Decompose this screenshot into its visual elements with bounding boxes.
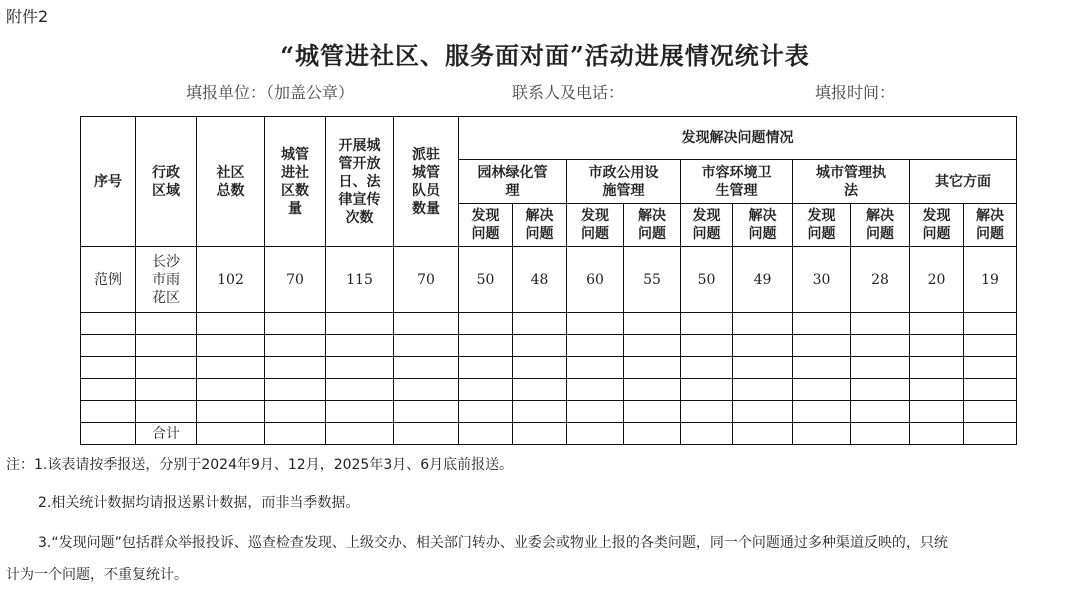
header-found-text: 发现问题 xyxy=(807,208,836,242)
empty-cell[interactable] xyxy=(681,401,733,423)
empty-row xyxy=(81,313,1017,335)
header-found xyxy=(793,204,851,247)
empty-cell[interactable] xyxy=(910,357,964,379)
empty-cell[interactable] xyxy=(459,423,513,445)
empty-cell[interactable] xyxy=(265,423,326,445)
empty-cell[interactable] xyxy=(910,423,964,445)
empty-cell[interactable] xyxy=(265,313,326,335)
empty-cell[interactable] xyxy=(910,379,964,401)
empty-cell[interactable] xyxy=(513,357,567,379)
example-solved-landscaping: 48 xyxy=(513,247,567,313)
empty-cell[interactable] xyxy=(394,313,459,335)
header-category-other-text: 其它方面 xyxy=(935,173,992,190)
empty-cell[interactable] xyxy=(681,379,733,401)
empty-row xyxy=(81,401,1017,423)
header-solved-text: 解决问题 xyxy=(748,208,777,242)
example-solved-enforcement: 28 xyxy=(851,247,910,313)
empty-cell[interactable] xyxy=(681,335,733,357)
empty-cell[interactable] xyxy=(136,313,197,335)
header-communities-entered xyxy=(265,117,326,247)
empty-cell[interactable] xyxy=(81,401,136,423)
header-district xyxy=(136,117,197,247)
empty-cell[interactable] xyxy=(136,379,197,401)
empty-cell[interactable] xyxy=(197,379,265,401)
header-found-text: 发现问题 xyxy=(471,208,500,242)
empty-cell[interactable] xyxy=(326,313,394,335)
empty-cell[interactable] xyxy=(851,357,910,379)
empty-cell[interactable] xyxy=(567,379,624,401)
empty-cell[interactable] xyxy=(964,313,1017,335)
header-category-utilities-text: 市政公用设施管理 xyxy=(588,164,659,199)
header-category-utilities xyxy=(567,160,681,204)
empty-cell[interactable] xyxy=(964,335,1017,357)
empty-cell[interactable] xyxy=(197,313,265,335)
empty-cell[interactable] xyxy=(459,379,513,401)
note-2: 2.相关统计数据均请报送累计数据，而非当季数据。 xyxy=(38,495,360,511)
example-solved-sanitation: 49 xyxy=(733,247,793,313)
empty-cell[interactable] xyxy=(793,401,851,423)
example-label: 范例 xyxy=(81,247,136,313)
empty-cell[interactable] xyxy=(326,379,394,401)
empty-cell[interactable] xyxy=(394,357,459,379)
header-stationed-staff xyxy=(394,117,459,247)
header-communities-entered-text: 城管进社区数量 xyxy=(281,146,309,217)
header-problems-group-text: 发现解决问题情况 xyxy=(681,130,794,146)
empty-cell[interactable] xyxy=(624,423,681,445)
empty-row xyxy=(81,357,1017,379)
empty-cell[interactable] xyxy=(851,379,910,401)
total-label: 合计 xyxy=(136,423,197,445)
header-index xyxy=(81,117,136,247)
empty-cell[interactable] xyxy=(81,357,136,379)
empty-cell[interactable] xyxy=(851,313,910,335)
example-found-landscaping: 50 xyxy=(459,247,513,313)
empty-cell[interactable] xyxy=(265,401,326,423)
empty-cell[interactable] xyxy=(851,401,910,423)
statistics-table xyxy=(80,116,1017,445)
header-category-enforcement-text: 城市管理执法 xyxy=(816,164,886,199)
empty-cell[interactable] xyxy=(197,357,265,379)
empty-cell[interactable] xyxy=(394,423,459,445)
header-found xyxy=(459,204,513,247)
header-category-sanitation xyxy=(681,160,793,204)
empty-cell[interactable] xyxy=(136,357,197,379)
empty-cell[interactable] xyxy=(793,379,851,401)
example-district-text: 长沙市雨花区 xyxy=(152,253,180,306)
empty-cell[interactable] xyxy=(681,313,733,335)
empty-cell[interactable] xyxy=(624,335,681,357)
header-found xyxy=(910,204,964,247)
empty-cell[interactable] xyxy=(624,379,681,401)
example-found-enforcement: 30 xyxy=(793,247,851,313)
note-3-line-1: 3.“发现问题”包括群众举报投诉、巡查检查发现、上级交办、相关部门转办、业委会或物业上报的各类问题，同一个问题通过多种渠道反映的，只统 xyxy=(38,535,948,551)
fill-time-label: 填报时间： xyxy=(815,83,896,102)
empty-cell[interactable] xyxy=(733,401,793,423)
header-stationed-staff-text: 派驻城管队员数量 xyxy=(412,146,440,217)
empty-cell[interactable] xyxy=(81,335,136,357)
example-found-utilities: 60 xyxy=(567,247,624,313)
empty-cell[interactable] xyxy=(964,379,1017,401)
empty-cell[interactable] xyxy=(624,313,681,335)
empty-cell[interactable] xyxy=(197,401,265,423)
example-found-sanitation: 50 xyxy=(681,247,733,313)
empty-cell[interactable] xyxy=(513,313,567,335)
fill-unit-label: 填报单位：（加盖公章） xyxy=(186,83,355,102)
empty-cell[interactable] xyxy=(733,379,793,401)
empty-cell[interactable] xyxy=(265,357,326,379)
example-solved-utilities: 55 xyxy=(624,247,681,313)
header-district-text: 行政区域 xyxy=(152,164,180,199)
empty-cell[interactable] xyxy=(793,423,851,445)
empty-cell[interactable] xyxy=(793,313,851,335)
empty-cell[interactable] xyxy=(197,335,265,357)
empty-cell[interactable] xyxy=(910,313,964,335)
header-category-landscaping-text: 园林绿化管理 xyxy=(477,164,548,199)
header-solved-text: 解决问题 xyxy=(866,208,894,242)
header-category-landscaping xyxy=(459,160,567,204)
empty-cell[interactable] xyxy=(733,357,793,379)
header-community-total xyxy=(197,117,265,247)
empty-cell[interactable] xyxy=(513,401,567,423)
header-solved-text: 解决问题 xyxy=(976,208,1005,242)
empty-cell[interactable] xyxy=(681,423,733,445)
empty-cell[interactable] xyxy=(793,335,851,357)
empty-cell[interactable] xyxy=(851,335,910,357)
empty-cell[interactable] xyxy=(459,313,513,335)
header-solved-text: 解决问题 xyxy=(525,208,554,242)
empty-cell[interactable] xyxy=(513,423,567,445)
header-community-total-text: 社区总数 xyxy=(216,164,245,199)
example-open-days: 115 xyxy=(326,247,394,313)
note-3-line-2: 计为一个问题，不重复统计。 xyxy=(6,567,188,583)
header-category-sanitation-text: 市容环境卫生管理 xyxy=(701,164,772,199)
empty-cell[interactable] xyxy=(793,357,851,379)
empty-cell[interactable] xyxy=(513,335,567,357)
header-solved xyxy=(851,204,910,247)
header-found-text: 发现问题 xyxy=(581,208,609,242)
empty-cell[interactable] xyxy=(459,335,513,357)
empty-cell[interactable] xyxy=(326,401,394,423)
empty-cell[interactable] xyxy=(459,357,513,379)
header-solved xyxy=(513,204,567,247)
header-solved-text: 解决问题 xyxy=(638,208,666,242)
header-solved xyxy=(624,204,681,247)
example-found-other: 20 xyxy=(910,247,964,313)
example-solved-other: 19 xyxy=(964,247,1017,313)
empty-cell[interactable] xyxy=(624,357,681,379)
empty-cell[interactable] xyxy=(567,401,624,423)
empty-cell[interactable] xyxy=(136,335,197,357)
empty-cell[interactable] xyxy=(513,379,567,401)
empty-cell[interactable] xyxy=(733,335,793,357)
empty-cell[interactable] xyxy=(910,335,964,357)
example-stationed-staff: 70 xyxy=(394,247,459,313)
header-category-other xyxy=(910,160,1017,204)
total-row xyxy=(81,423,1017,445)
example-communities-entered: 70 xyxy=(265,247,326,313)
example-row xyxy=(81,247,1017,313)
empty-cell[interactable] xyxy=(394,401,459,423)
empty-cell[interactable] xyxy=(394,379,459,401)
header-found xyxy=(567,204,624,247)
header-found-text: 发现问题 xyxy=(922,208,951,242)
page-title: “城管进社区、服务面对面”活动进展情况统计表 xyxy=(280,41,810,70)
header-problems-group xyxy=(459,117,1017,160)
empty-cell[interactable] xyxy=(265,379,326,401)
empty-cell[interactable] xyxy=(81,423,136,445)
empty-cell[interactable] xyxy=(326,335,394,357)
header-solved xyxy=(964,204,1017,247)
empty-cell[interactable] xyxy=(81,313,136,335)
empty-cell[interactable] xyxy=(265,335,326,357)
empty-cell[interactable] xyxy=(733,313,793,335)
empty-cell[interactable] xyxy=(681,357,733,379)
header-open-days-text: 开展城管开放日、法律宣传次数 xyxy=(338,137,381,226)
empty-cell[interactable] xyxy=(567,423,624,445)
empty-cell[interactable] xyxy=(624,401,681,423)
empty-cell[interactable] xyxy=(567,313,624,335)
fill-contact-label: 联系人及电话： xyxy=(512,83,625,102)
attachment-label: 附件2 xyxy=(6,7,49,26)
example-community-total: 102 xyxy=(197,247,265,313)
example-district xyxy=(136,247,197,313)
empty-cell[interactable] xyxy=(733,423,793,445)
empty-cell[interactable] xyxy=(326,357,394,379)
header-solved xyxy=(733,204,793,247)
empty-row xyxy=(81,379,1017,401)
empty-cell[interactable] xyxy=(567,357,624,379)
empty-cell[interactable] xyxy=(81,379,136,401)
empty-cell[interactable] xyxy=(851,423,910,445)
empty-cell[interactable] xyxy=(567,335,624,357)
empty-cell[interactable] xyxy=(910,401,964,423)
header-index-text: 序号 xyxy=(94,173,122,190)
empty-cell[interactable] xyxy=(197,423,265,445)
header-open-days xyxy=(326,117,394,247)
empty-cell[interactable] xyxy=(964,357,1017,379)
empty-cell[interactable] xyxy=(459,401,513,423)
empty-cell[interactable] xyxy=(326,423,394,445)
empty-cell[interactable] xyxy=(964,423,1017,445)
empty-row xyxy=(81,335,1017,357)
empty-cell[interactable] xyxy=(394,335,459,357)
note-1: 注：1.该表请按季报送，分别于2024年9月、12月，2025年3月、6月底前报送。 xyxy=(6,457,514,473)
header-found xyxy=(681,204,733,247)
empty-cell[interactable] xyxy=(964,401,1017,423)
empty-cell[interactable] xyxy=(136,401,197,423)
header-found-text: 发现问题 xyxy=(692,208,721,242)
header-category-enforcement xyxy=(793,160,910,204)
